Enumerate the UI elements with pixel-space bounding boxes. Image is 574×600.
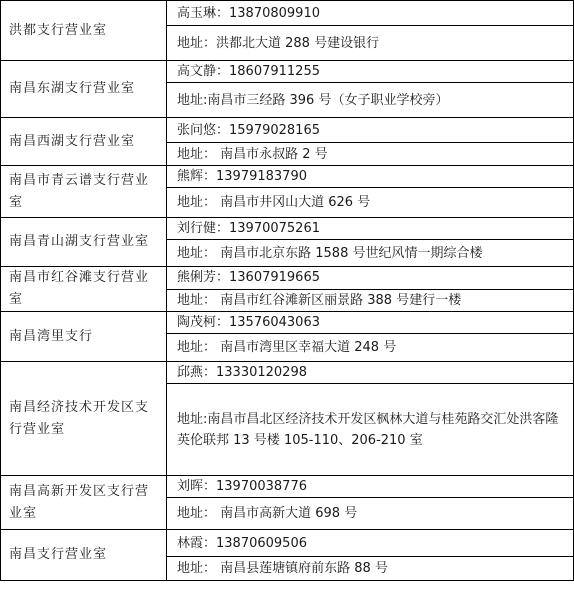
table-row	[1, 476, 574, 498]
address-cell: 地址： 南昌县莲塘镇府前东路 88 号	[167, 557, 574, 581]
table-row	[1, 267, 574, 290]
branch-name: 南昌东湖支行营业室	[1, 61, 167, 118]
address-cell: 地址:南昌市三经路 396 号（女子职业学校旁）	[167, 83, 574, 118]
address-cell: 地址： 南昌市高新大道 698 号	[167, 498, 574, 530]
contact-cell: 林霞：13870609506	[167, 530, 574, 557]
branch-name: 南昌青山湖支行营业室	[1, 218, 167, 267]
branch-name: 南昌市红谷滩支行营业室	[1, 267, 167, 312]
branch-name: 南昌湾里支行	[1, 312, 167, 362]
table-row	[1, 118, 574, 143]
branch-name: 南昌支行营业室	[1, 530, 167, 581]
address-cell: 地址： 南昌市湾里区幸福大道 248 号	[167, 334, 574, 362]
address-cell: 地址： 南昌市红谷滩新区丽景路 388 号建行一楼	[167, 289, 574, 312]
branch-name: 南昌西湖支行营业室	[1, 118, 167, 166]
contact-cell: 邱燕：13330120298	[167, 362, 574, 384]
table-row	[1, 61, 574, 83]
contact-cell: 张问悠：15979028165	[167, 118, 574, 143]
contact-cell: 刘行健：13970075261	[167, 218, 574, 240]
table-row	[1, 312, 574, 334]
branch-name: 洪都支行营业室	[1, 1, 167, 61]
address-cell: 地址：洪都北大道 288 号建设银行	[167, 26, 574, 61]
table-row	[1, 362, 574, 384]
address-cell: 地址： 南昌市井冈山大道 626 号	[167, 188, 574, 218]
table-row	[1, 218, 574, 240]
contact-cell: 熊俐芳：13607919665	[167, 267, 574, 290]
table-row	[1, 166, 574, 188]
table-row	[1, 1, 574, 26]
branch-name: 南昌高新开发区支行营业室	[1, 476, 167, 530]
address-cell: 地址:南昌市昌北区经济技术开发区枫林大道与桂苑路交汇处洪客隆英伦联邦 13 号楼 105-110、206-210 室	[167, 384, 574, 476]
address-cell: 地址： 南昌市北京东路 1588 号世纪风情一期综合楼	[167, 240, 574, 267]
contact-cell: 刘晖：13970038776	[167, 476, 574, 498]
contact-cell: 熊辉：13979183790	[167, 166, 574, 188]
contact-cell: 陶茂柯：13576043063	[167, 312, 574, 334]
branch-name: 南昌市青云谱支行营业室	[1, 166, 167, 218]
table-row	[1, 530, 574, 557]
contact-cell: 高玉琳：13870809910	[167, 1, 574, 26]
contact-cell: 高文静：18607911255	[167, 61, 574, 83]
address-cell: 地址： 南昌市永叔路 2 号	[167, 143, 574, 166]
branch-name: 南昌经济技术开发区支行营业室	[1, 362, 167, 476]
